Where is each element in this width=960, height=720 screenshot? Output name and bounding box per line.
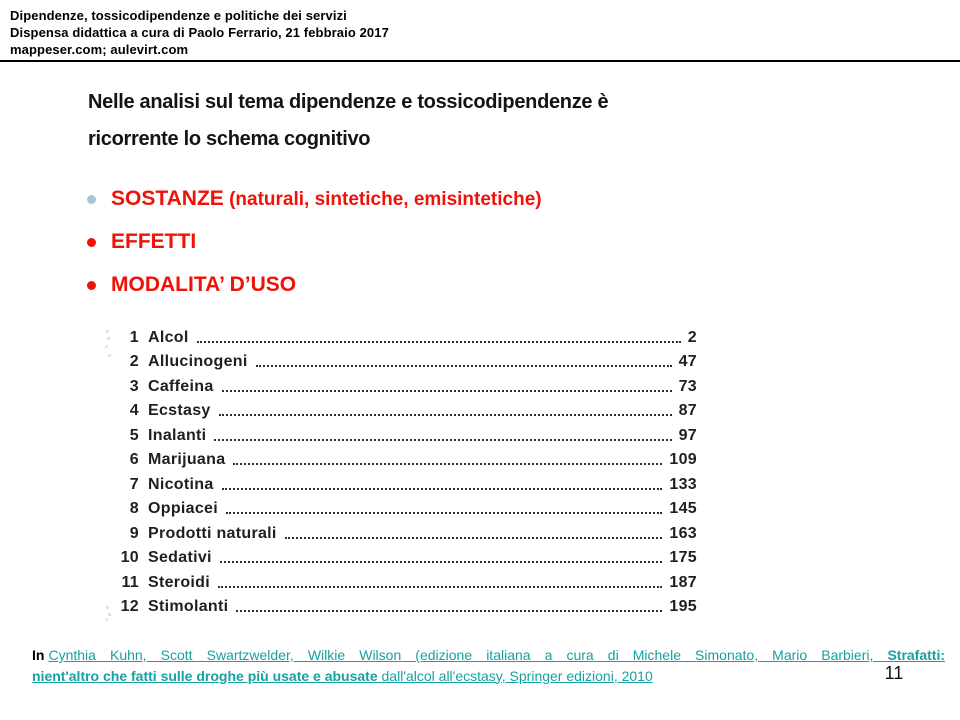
toc-row: [100, 518, 697, 543]
toc-chapter-number: 5: [129, 426, 139, 444]
toc-page-number: 175: [669, 549, 697, 566]
bullet-dot-icon: [87, 281, 96, 290]
toc-page-number: 73: [678, 377, 697, 395]
bullet-list: [86, 188, 542, 317]
toc-page-number: 2: [687, 328, 697, 346]
toc-chapter-title: Marijuana: [148, 451, 226, 468]
toc-scanned-image: [100, 322, 697, 616]
bullet-item: [86, 188, 542, 210]
toc-chapter-title: Ecstasy: [148, 402, 211, 419]
toc-chapter-title: Oppiacei: [148, 500, 218, 517]
toc-chapter-number: 3: [129, 377, 139, 395]
intro-text: [88, 84, 788, 158]
header-line-title: Dipendenze, tossicodipendenze e politiche dei servizi: [10, 8, 347, 23]
toc-chapter-number: 1: [129, 328, 139, 346]
toc-row: [100, 396, 697, 421]
citation-line2: [32, 666, 945, 687]
header-line-author: Dispensa didattica a cura di Paolo Ferrario, 21 febbraio 2017: [10, 25, 389, 40]
bullet-item: [86, 231, 542, 253]
toc-page-number: 133: [669, 475, 697, 493]
toc-chapter-title: Steroidi: [148, 573, 210, 591]
toc-chapter-title: Alcol: [148, 328, 189, 346]
slide-header: [10, 7, 389, 58]
toc-row: [100, 469, 697, 494]
toc-chapter-title: Stimolanti: [148, 598, 229, 615]
toc-page-number: 145: [669, 500, 697, 517]
toc-row: [100, 371, 697, 396]
toc-row: [100, 592, 697, 617]
citation-link-book-title[interactable]: Strafatti:: [887, 647, 945, 663]
toc-chapter-number: 4: [129, 402, 139, 419]
toc-page-number: 97: [678, 426, 697, 444]
intro-line1: Nelle analisi sul tema dipendenze e tossicodipendenze è: [88, 91, 609, 113]
dot-leader: [233, 463, 662, 465]
dot-leader: [220, 561, 663, 563]
toc-chapter-number: 9: [129, 524, 139, 542]
intro-line2: ricorrente lo schema cognitivo: [88, 128, 371, 150]
bullet-dot-icon: [87, 195, 96, 204]
toc-chapter-title: Caffeina: [148, 377, 214, 395]
toc-chapter-title: Prodotti naturali: [148, 524, 277, 542]
toc-chapter-title: Allucinogeni: [148, 353, 248, 370]
toc-row: [100, 445, 697, 470]
toc-page-number: 163: [669, 524, 697, 542]
bullet-item-label: SOSTANZE: [111, 187, 224, 210]
toc-page-number: 87: [678, 402, 697, 419]
citation-footer: [32, 645, 945, 686]
toc-chapter-number: 6: [129, 451, 139, 468]
toc-row: [100, 322, 697, 347]
citation-prefix: In: [32, 647, 45, 663]
toc-row: [100, 420, 697, 445]
dot-leader: [285, 537, 663, 539]
toc-chapter-title: Nicotina: [148, 475, 214, 493]
dot-leader: [256, 365, 672, 367]
citation-line1: [32, 645, 945, 666]
toc-chapter-number: 8: [129, 500, 139, 517]
toc-page-number: 109: [669, 451, 697, 468]
bullet-item-sublabel: (naturali, sintetiche, emisintetiche): [223, 189, 542, 210]
toc-chapter-number: 10: [120, 549, 139, 566]
toc-chapter-number: 12: [120, 598, 139, 615]
header-divider: [0, 60, 960, 62]
dot-leader: [222, 488, 663, 490]
dot-leader: [218, 586, 662, 588]
toc-row: [100, 543, 697, 568]
slide-page-number: 11: [884, 663, 904, 683]
dot-leader: [236, 610, 662, 612]
toc-page-number: 187: [669, 573, 697, 591]
dot-leader: [197, 341, 681, 343]
bullet-dot-icon: [87, 238, 96, 247]
toc-chapter-number: 11: [121, 573, 139, 591]
dot-leader: [226, 512, 662, 514]
toc-row: [100, 494, 697, 519]
citation-link[interactable]: Cynthia Kuhn, Scott Swartzwelder, Wilkie Wilson (edizione italiana a cura di Michele Simonato, Mario Barbieri,: [48, 647, 888, 663]
citation-link-publisher[interactable]: dall'alcol all'ecstasy, Springer edizioni, 2010: [377, 667, 653, 684]
toc-chapter-title: Inalanti: [148, 426, 207, 444]
citation-link-book-subtitle[interactable]: nient'altro che fatti sulle droghe più usate e abusate: [32, 667, 378, 684]
scan-noise-decoration: [106, 330, 109, 333]
toc-chapter-number: 2: [129, 353, 139, 370]
toc-page-number: 195: [669, 598, 697, 615]
toc-row: [100, 347, 697, 372]
header-line-websites: mappeser.com; aulevirt.com: [10, 42, 189, 57]
toc-page-number: 47: [678, 353, 697, 370]
dot-leader: [214, 439, 671, 441]
toc-row: [100, 567, 697, 592]
toc-chapter-title: Sedativi: [148, 549, 212, 566]
dot-leader: [222, 390, 672, 392]
toc-chapter-number: 7: [129, 475, 139, 493]
bullet-item-label: MODALITA’ D’USO: [111, 273, 297, 296]
bullet-item: [86, 274, 542, 296]
dot-leader: [219, 414, 672, 416]
bullet-item-label: EFFETTI: [111, 230, 197, 253]
